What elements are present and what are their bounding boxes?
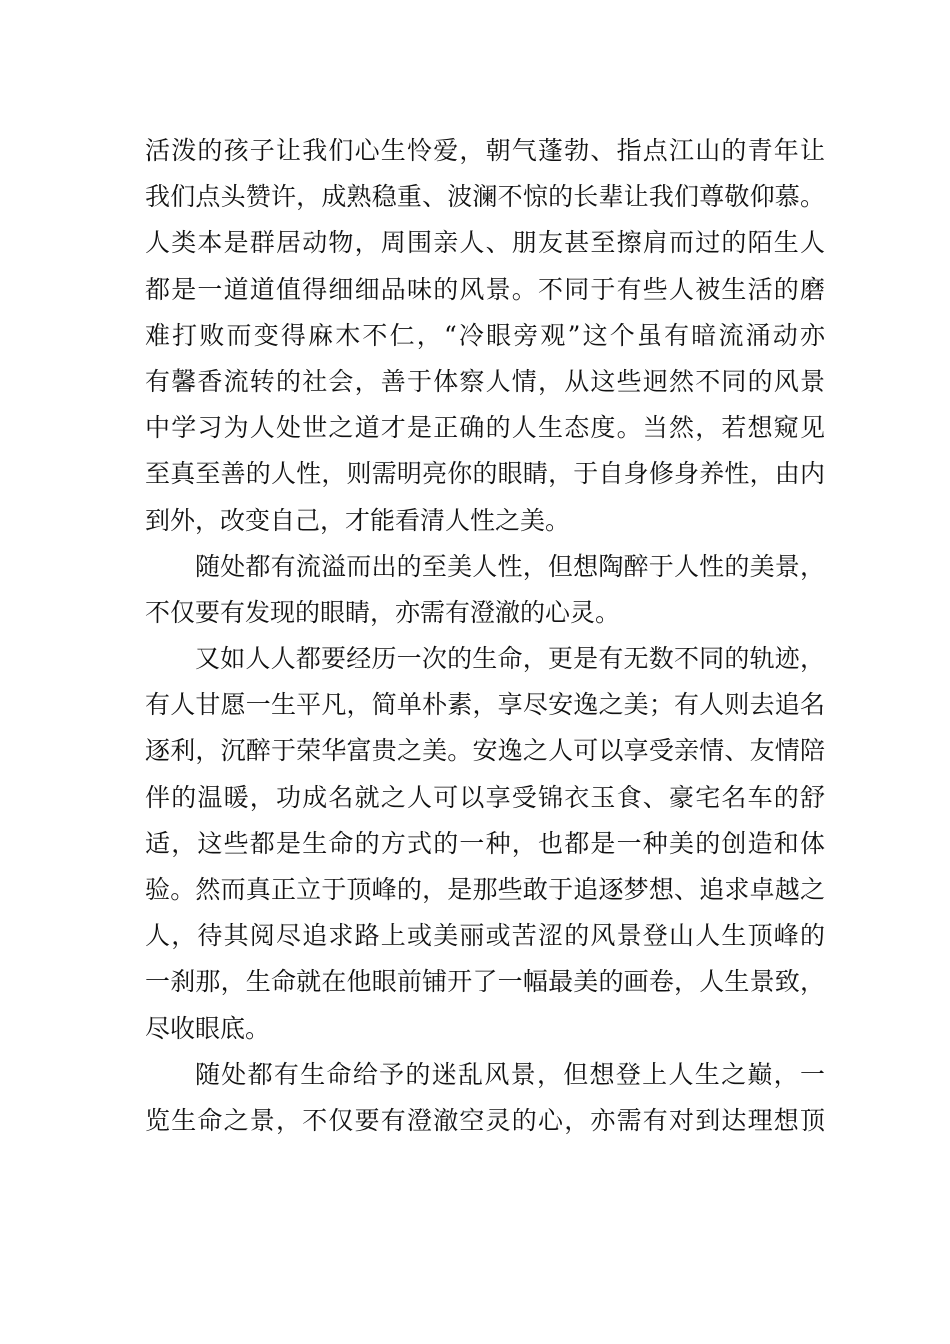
text-line-14: 逐利，沉醉于荣华富贵之美。安逸之人可以享受亲情、友情陪 xyxy=(145,736,825,766)
text-line-1: 活泼的孩子让我们心生怜爱，朝气蓬勃、指点江山的青年让 xyxy=(145,136,825,165)
text-line-21: 随处都有生命给予的迷乱风景，但想登上人生之巅，一 xyxy=(195,1059,825,1089)
text-line-6: 有馨香流转的社会，善于体察人情，从这些迥然不同的风景 xyxy=(145,366,825,396)
text-line-5: 难打败而变得麻木不仁，“冷眼旁观”这个虽有暗流涌动亦 xyxy=(145,320,825,350)
text-line-8: 至真至善的人性，则需明亮你的眼睛，于自身修身养性，由内 xyxy=(145,459,825,489)
text-line-18: 人，待其阅尽追求路上或美丽或苦涩的风景登山人生顶峰的 xyxy=(145,921,825,951)
text-line-22: 览生命之景，不仅要有澄澈空灵的心，亦需有对到达理想顶 xyxy=(145,1105,825,1135)
text-line-13: 有人甘愿一生平凡，简单朴素，享尽安逸之美；有人则去追名 xyxy=(145,690,825,720)
text-line-17: 验。然而真正立于顶峰的，是那些敢于追逐梦想、追求卓越之 xyxy=(145,875,825,904)
text-line-4: 都是一道道值得细细品味的风景。不同于有些人被生活的磨 xyxy=(145,274,825,304)
text-line-15: 伴的温暖，功成名就之人可以享受锦衣玉食、豪宅名车的舒 xyxy=(145,782,825,812)
text-line-19: 一刹那，生命就在他眼前铺开了一幅最美的画卷，人生景致， xyxy=(145,967,825,997)
text-line-2: 我们点头赞许，成熟稳重、波澜不惊的长辈让我们尊敬仰慕。 xyxy=(145,182,825,212)
text-line-12: 又如人人都要经历一次的生命，更是有无数不同的轨迹， xyxy=(195,644,825,674)
text-line-16: 适，这些都是生命的方式的一种，也都是一种美的创造和体 xyxy=(145,828,825,858)
text-line-3: 人类本是群居动物，周围亲人、朋友甚至擦肩而过的陌生人 xyxy=(145,228,825,258)
text-line-11: 不仅要有发现的眼睛，亦需有澄澈的心灵。 xyxy=(145,597,621,627)
text-line-20: 尽收眼底。 xyxy=(145,1013,271,1043)
document-body xyxy=(145,128,825,1144)
text-line-10: 随处都有流溢而出的至美人性，但想陶醉于人性的美景， xyxy=(195,551,825,581)
text-line-9: 到外，改变自己，才能看清人性之美。 xyxy=(145,505,571,535)
text-line-7: 中学习为人处世之道才是正确的人生态度。当然，若想窥见 xyxy=(145,413,825,443)
